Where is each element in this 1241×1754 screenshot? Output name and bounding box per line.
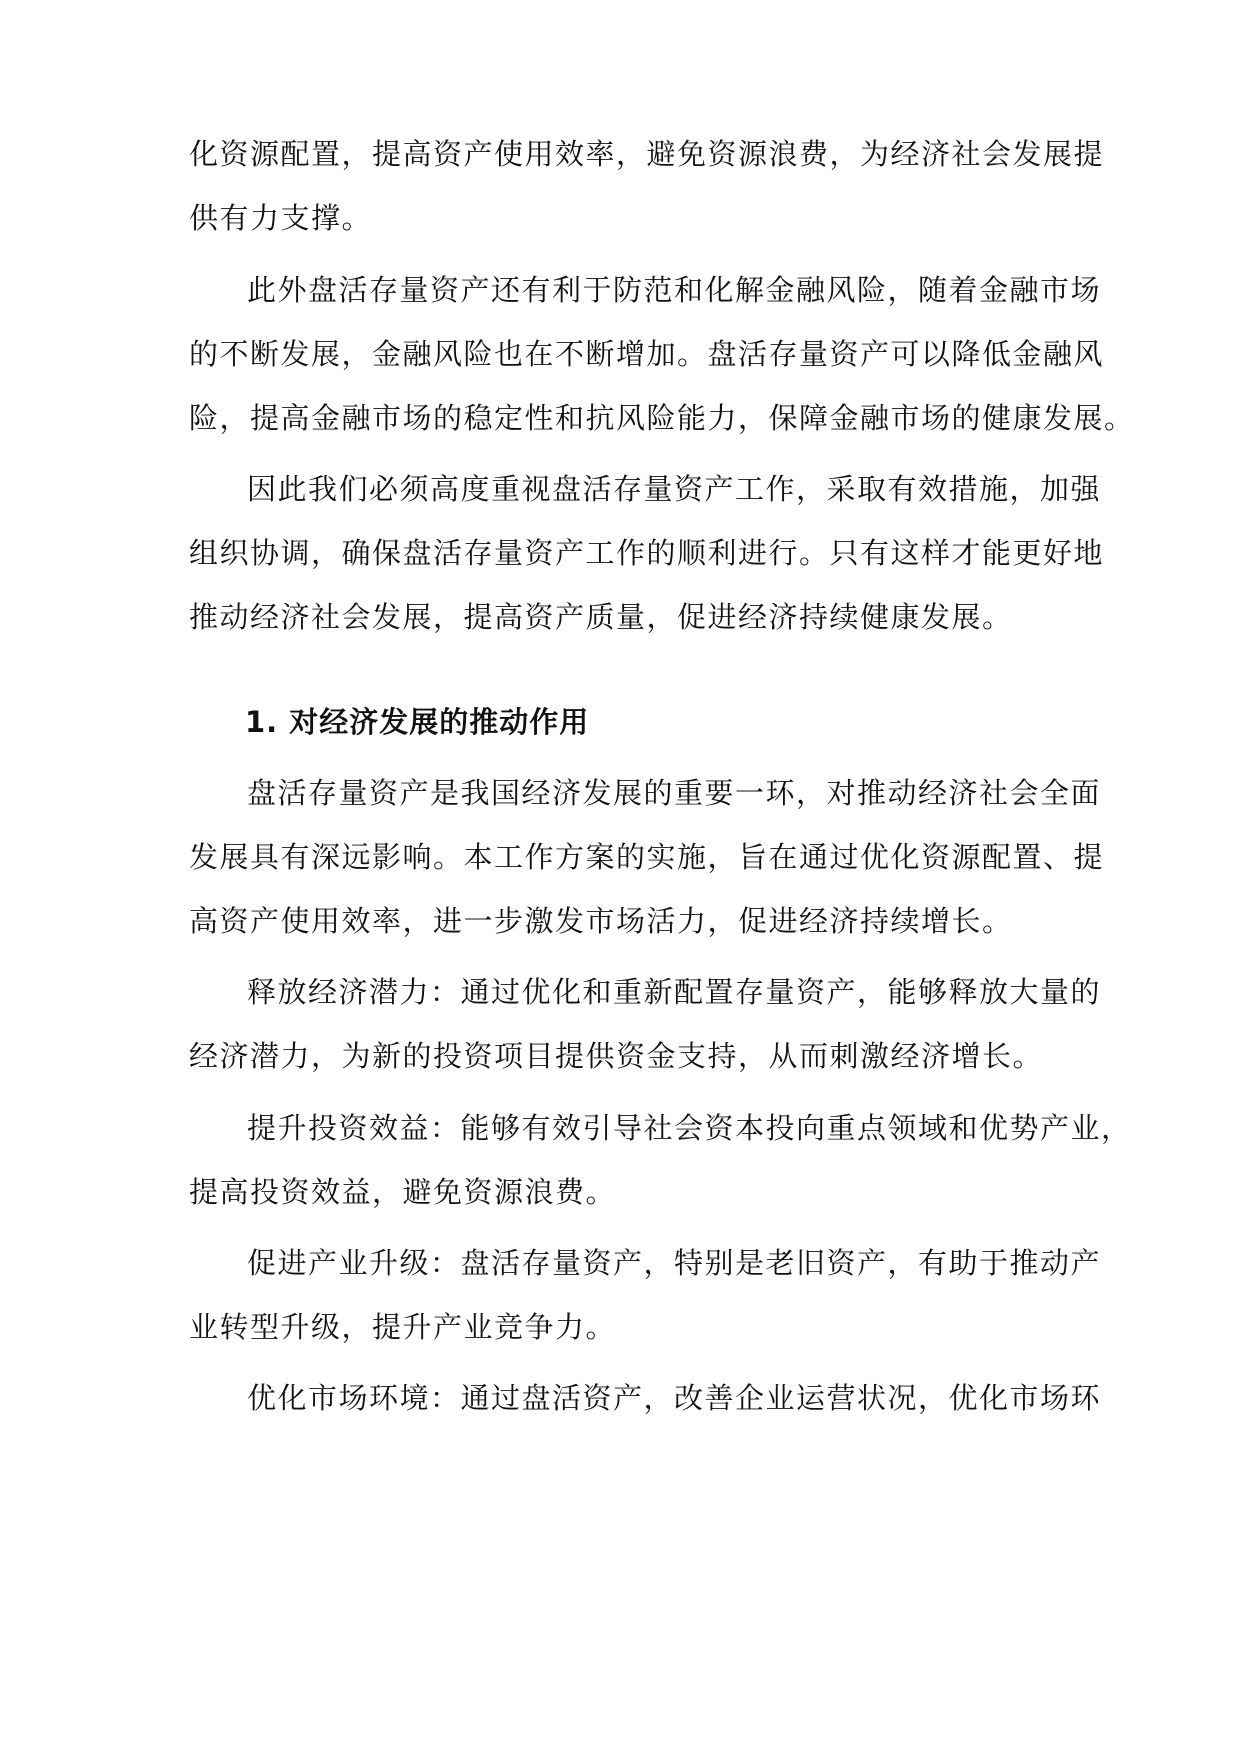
paragraph-line: 的不断发展，金融风险也在不断增加。盘活存量资产可以降低金融风	[189, 337, 1105, 371]
paragraph-line: 供有力支撑。	[189, 201, 373, 235]
paragraph-line: 发展具有深远影响。本工作方案的实施，旨在通过优化资源配置、提	[189, 840, 1105, 874]
paragraph-line: 化资源配置，提高资产使用效率，避免资源浪费，为经济社会发展提	[189, 137, 1105, 171]
paragraph-line: 提高投资效益，避免资源浪费。	[189, 1175, 617, 1209]
paragraph-line: 此外盘活存量资产还有利于防范和化解金融风险，随着金融市场	[247, 273, 1102, 307]
paragraph-line: 优化市场环境：通过盘活资产，改善企业运营状况，优化市场环	[247, 1381, 1102, 1415]
section-heading: 1. 对经济发展的推动作用	[245, 705, 590, 739]
paragraph-line: 释放经济潜力：通过优化和重新配置存量资产，能够释放大量的	[247, 975, 1102, 1009]
paragraph-line: 推动经济社会发展，提高资产质量，促进经济持续健康发展。	[189, 600, 1013, 634]
paragraph-line: 促进产业升级：盘活存量资产，特别是老旧资产，有助于推动产	[247, 1246, 1102, 1280]
paragraph-line: 业转型升级，提升产业竞争力。	[189, 1310, 617, 1344]
paragraph-line: 组织协调，确保盘活存量资产工作的顺利进行。只有这样才能更好地	[189, 536, 1105, 570]
paragraph-line: 经济潜力，为新的投资项目提供资金支持，从而刺激经济增长。	[189, 1039, 1044, 1073]
paragraph-line: 提升投资效益：能够有效引导社会资本投向重点领域和优势产业，	[247, 1111, 1132, 1145]
paragraph-line: 险，提高金融市场的稳定性和抗风险能力，保障金融市场的健康发展。	[189, 401, 1135, 435]
paragraph-line: 盘活存量资产是我国经济发展的重要一环，对推动经济社会全面	[247, 776, 1102, 810]
paragraph-line: 因此我们必须高度重视盘活存量资产工作，采取有效措施，加强	[247, 472, 1102, 506]
paragraph-line: 高资产使用效率，进一步激发市场活力，促进经济持续增长。	[189, 904, 1013, 938]
